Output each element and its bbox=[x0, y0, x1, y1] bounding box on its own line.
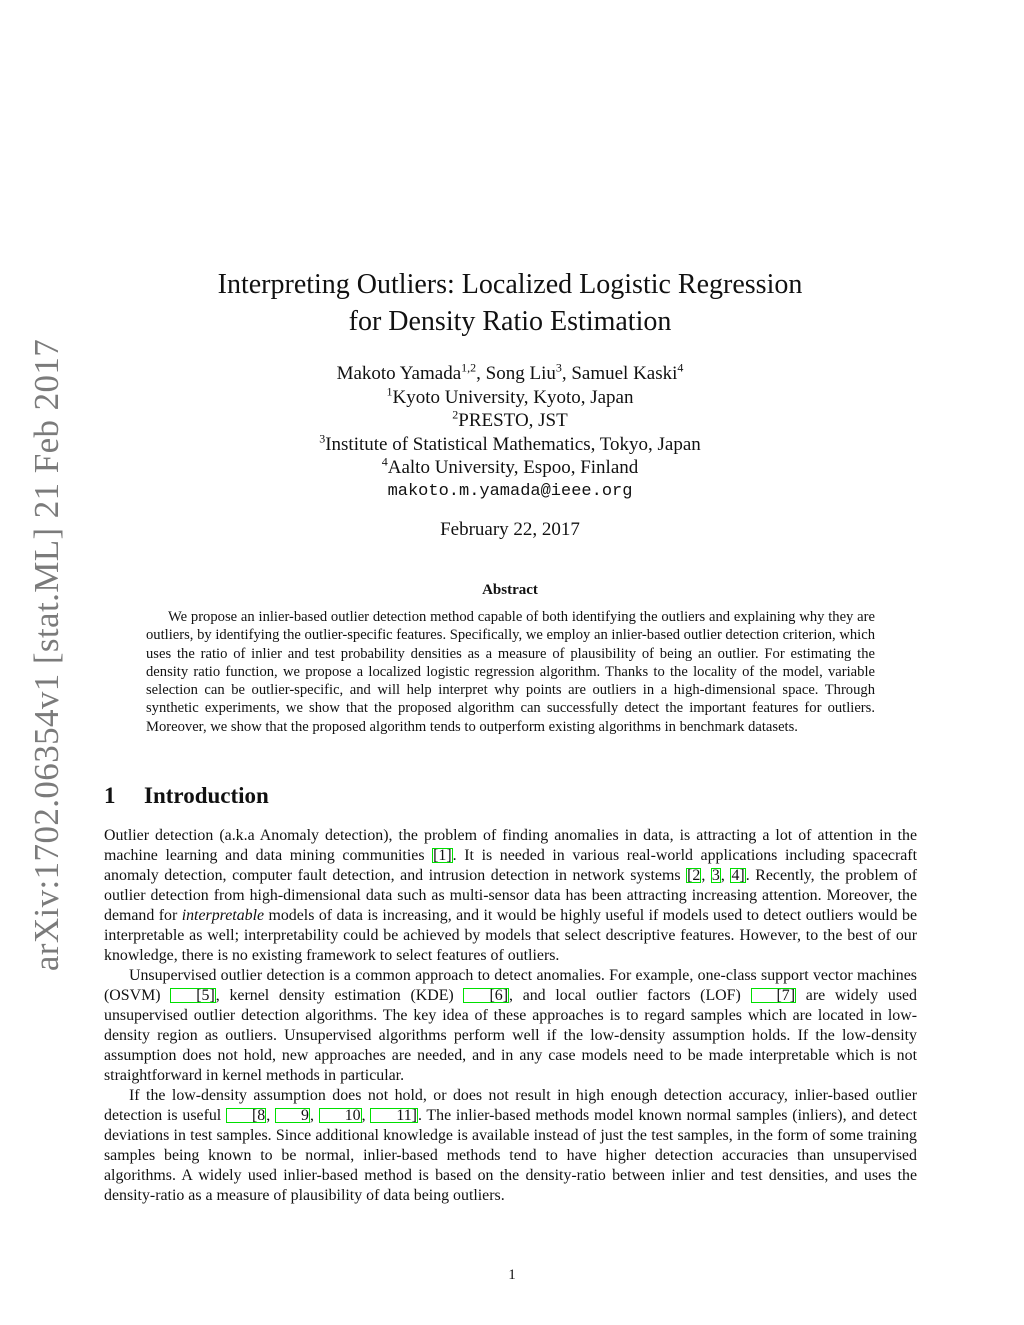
author-affiliation-mark: 4 bbox=[677, 360, 684, 375]
citation-link[interactable]: [5] bbox=[170, 988, 216, 1003]
paragraph-text: . The inlier-based methods model known normal samples (inliers), and detect deviations in test samples. Since additional knowledge is available instead of just the test samples, in the form of some training samples being known to be normal, inlier-based methods tend to have higher detection accuracies than unsupervised algorithms. A widely used inlier-based method is based on the density-ratio between inlier and test densities, and uses the density-ratio as a measure of plausibility of data being outliers. bbox=[104, 1107, 917, 1204]
abstract-text: We propose an inlier-based outlier detection method capable of both identifying the outliers and explaining why they are outliers, by identifying the outlier-specific features. Specifically, we employ an inlier-based outlier detection criterion, which uses the ratio of inlier and test probability densities as a measure of plausibility of being an outlier. For estimating the density ratio function, we propose a localized logistic regression algorithm. Thanks to the locality of the model, variable selection can be outlier-specific, and will help interpret why points are outliers in a high-dimensional space. Through synthetic experiments, we show that the proposed algorithm can successfully detect the important features for outliers. Moreover, we show that the proposed algorithm tends to outperform existing algorithms in benchmark datasets. bbox=[146, 609, 875, 735]
publication-date: February 22, 2017 bbox=[440, 519, 580, 540]
paper-title bbox=[110, 266, 910, 340]
paragraph bbox=[104, 1086, 917, 1206]
paragraph-text: Outlier detection (a.k.a Anomaly detection), the problem of finding anomalies in data, is attracting a lot of attention in the machine learning and data mining communities bbox=[104, 827, 917, 864]
citation-separator: , bbox=[361, 1107, 371, 1124]
citation-separator: , bbox=[266, 1107, 276, 1124]
section-heading bbox=[104, 783, 269, 809]
author-name: , Samuel Kaski bbox=[561, 363, 678, 384]
affiliation bbox=[110, 409, 910, 433]
introduction-body bbox=[104, 826, 917, 1206]
author-affiliation-mark: 3 bbox=[555, 360, 562, 375]
affiliation-mark: 3 bbox=[319, 431, 326, 446]
affiliation-text: Institute of Statistical Mathematics, Tokyo, Japan bbox=[325, 433, 701, 455]
author-block bbox=[110, 362, 910, 503]
arxiv-identifier[interactable]: arXiv:1702.06354v1 [stat.ML] 21 Feb 2017 bbox=[27, 338, 66, 972]
paragraph-text: , and local outlier factors (LOF) bbox=[508, 987, 751, 1004]
paragraph bbox=[104, 826, 917, 966]
emphasized-term: interpretable bbox=[181, 907, 265, 924]
paragraph-text: models of data is increasing, and it would be highly useful if models used to detect outliers would be interpretable as well; interpretability could be achieved by models that select descriptive features. However, to the best of our knowledge, there is no existing framework to select features of outliers. bbox=[104, 907, 917, 964]
citation-link[interactable]: 9 bbox=[275, 1108, 310, 1123]
citation-link[interactable]: [7] bbox=[751, 988, 797, 1003]
affiliation-mark: 4 bbox=[381, 454, 388, 469]
citation-separator: , bbox=[720, 867, 731, 884]
paragraph-text: . Recently, the problem of outlier detection from high-dimensional data such as multi-sensor data has been attracting increasing attention. Moreover, the demand for bbox=[104, 867, 918, 924]
section-number: 1 bbox=[104, 783, 116, 808]
affiliation-mark: 2 bbox=[452, 407, 459, 422]
author-list bbox=[110, 362, 910, 386]
title-line-1: Interpreting Outliers: Localized Logistic Regression bbox=[217, 269, 803, 300]
citation-link[interactable]: [8 bbox=[226, 1108, 266, 1123]
paragraph-text: are widely used unsupervised outlier detection algorithms. The key idea of these approaches is to regard samples which are located in low-density region as outliers. Unsupervised algorithms perform well if the low-density assumption holds. If the low-density assumption does not hold, new approaches are needed, and in any case models need to be made interpretable which is not straightforward in kernel methods in particular. bbox=[104, 987, 917, 1084]
paragraph bbox=[104, 966, 917, 1086]
paragraph-text: , kernel density estimation (KDE) bbox=[215, 987, 464, 1004]
title-line-2: for Density Ratio Estimation bbox=[348, 306, 672, 337]
author-name: Makoto Yamada bbox=[336, 363, 462, 384]
paragraph-text: . It is needed in various real-world applications including spacecraft anomaly detection, computer fault detection, and intrusion detection in network systems bbox=[104, 847, 917, 884]
author-name: , Song Liu bbox=[476, 363, 556, 384]
author-affiliation-mark: 1,2 bbox=[461, 360, 477, 375]
affiliation-text: PRESTO, JST bbox=[458, 410, 568, 431]
abstract-body bbox=[146, 608, 875, 736]
citation-separator: , bbox=[309, 1107, 319, 1124]
section-title: Introduction bbox=[144, 783, 269, 808]
affiliation bbox=[110, 386, 910, 410]
affiliation-text: Aalto University, Espoo, Finland bbox=[387, 457, 639, 478]
paragraph-text: If the low-density assumption does not hold, or does not result in high enough detection accuracy, inlier-based outlier detection is useful bbox=[104, 1087, 917, 1124]
citation-link[interactable]: [6] bbox=[463, 988, 509, 1003]
affiliation-mark: 1 bbox=[386, 384, 393, 399]
citation-separator: , bbox=[701, 867, 711, 884]
affiliation-text: Kyoto University, Kyoto, Japan bbox=[392, 386, 634, 408]
paragraph-text: Unsupervised outlier detection is a common approach to detect anomalies. For example, one-class support vector machines (OSVM) bbox=[104, 967, 917, 1004]
citation-link[interactable]: 4] bbox=[731, 867, 745, 884]
author-email[interactable]: makoto.m.yamada@ieee.org bbox=[387, 481, 633, 501]
abstract-heading: Abstract bbox=[482, 582, 538, 598]
affiliation bbox=[110, 433, 910, 457]
citation-link[interactable]: 11] bbox=[370, 1108, 418, 1123]
citation-link[interactable]: 3 bbox=[711, 867, 720, 884]
citation-link[interactable]: [2 bbox=[687, 867, 701, 884]
affiliation bbox=[110, 456, 910, 480]
citation-link[interactable]: [1] bbox=[433, 847, 452, 864]
citation-link[interactable]: 10 bbox=[319, 1108, 362, 1123]
page-number: 1 bbox=[508, 1267, 516, 1283]
